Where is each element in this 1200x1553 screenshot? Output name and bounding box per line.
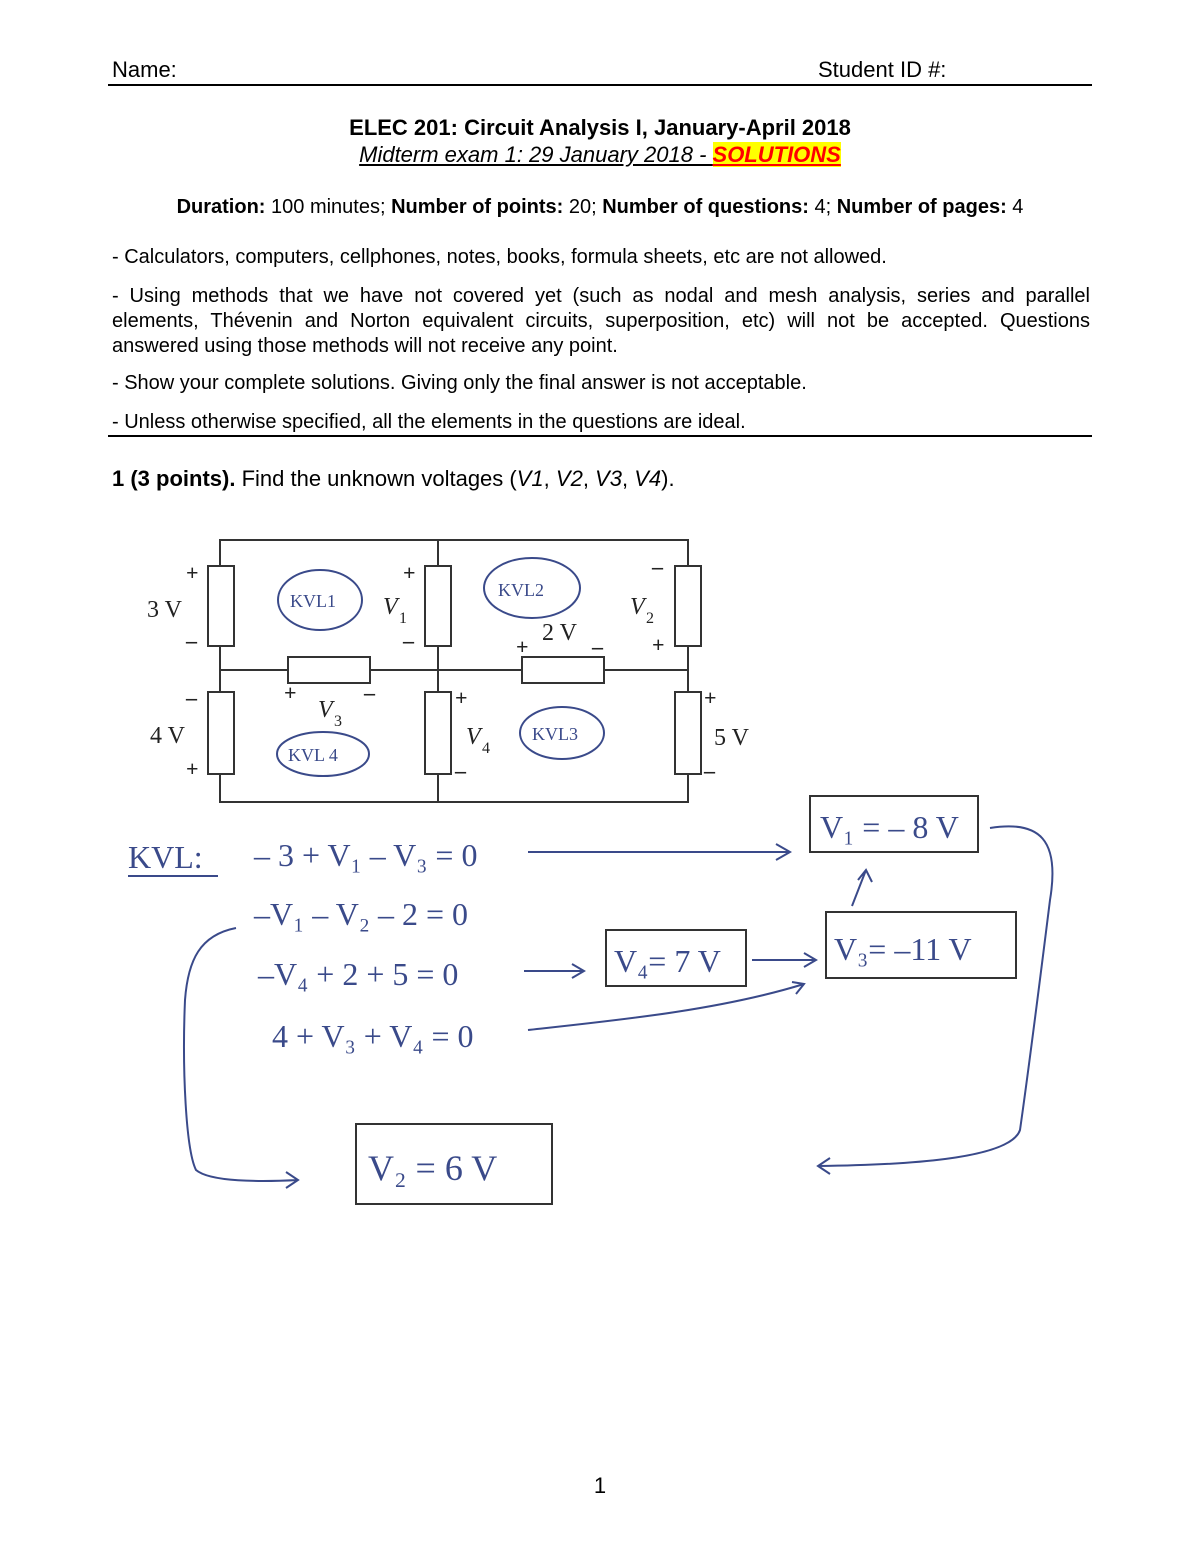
questions-value: 4;	[808, 196, 837, 218]
label-v1: V	[383, 594, 398, 620]
svg-text:–: –	[403, 628, 414, 653]
name-label: Name:	[112, 57, 177, 82]
solutions-badge: SOLUTIONS	[712, 142, 841, 167]
pages-label: Number of pages:	[836, 196, 1007, 218]
label-v4: V	[466, 724, 481, 750]
equation-3: –V₄ + 2 + 5 = 0	[258, 956, 459, 992]
svg-text:–: –	[186, 628, 197, 653]
element-v4	[425, 692, 451, 774]
handwritten-solution	[128, 796, 1016, 1204]
label-v3: V	[318, 697, 333, 723]
duration-label: Duration:	[176, 196, 266, 218]
svg-text:–: –	[455, 758, 466, 783]
answer-v3: V₃= –11 V	[834, 931, 972, 967]
q-v3: V3	[595, 466, 622, 491]
q-v1: V1	[516, 466, 544, 491]
svg-text:–: –	[652, 554, 663, 579]
label-3v: 3 V	[147, 597, 182, 623]
kvl4-label: KVL 4	[288, 745, 338, 765]
element-4v	[208, 692, 234, 774]
subtitle-text: Midterm exam 1: 29 January 2018 -	[359, 142, 713, 167]
question-1: 1 (3 points). Find the unknown voltages (V1, V2, V3, V4).	[112, 466, 675, 491]
rule-2: - Using methods that we have not covered yet (such as nodal and mesh analysis, series and parallel elements, Thévenin and Norton equivalent circuits, superposition, etc) will not be accepted. Questions answered using those methods will not receive any point.	[112, 285, 1090, 357]
question-1-label: 1 (3 points).	[112, 466, 236, 491]
svg-text:–: –	[592, 634, 603, 659]
q-v4: V4	[634, 466, 662, 491]
element-3v	[208, 566, 234, 646]
label-v3-sub: 3	[334, 713, 342, 730]
label-v1-sub: 1	[399, 610, 407, 627]
kvl1-label: KVL1	[290, 591, 336, 611]
element-v2	[675, 566, 701, 646]
kvl3-label: KVL3	[532, 724, 578, 744]
solution-arrows	[184, 826, 1052, 1188]
element-v3	[288, 657, 370, 683]
pages-value: 4	[1006, 196, 1024, 218]
svg-text:–: –	[364, 680, 375, 705]
svg-text:+: +	[284, 680, 297, 705]
label-v2-sub: 2	[646, 610, 654, 627]
svg-text:+: +	[186, 560, 199, 585]
element-2v	[522, 657, 604, 683]
label-4v: 4 V	[150, 723, 185, 749]
equation-1: – 3 + V₁ – V₃ = 0	[254, 837, 478, 873]
element-v1	[425, 566, 451, 646]
label-v4-sub: 4	[482, 740, 490, 757]
points-label: Number of points:	[391, 196, 564, 218]
question-1-text: Find the unknown voltages (	[235, 466, 517, 491]
points-value: 20;	[563, 196, 603, 218]
svg-text:+: +	[186, 756, 199, 781]
page-number: 1	[593, 1473, 607, 1498]
answer-v2: V₂ = 6 V	[368, 1148, 498, 1188]
exam-title: ELEC 201: Circuit Analysis I, January-April 2018	[349, 115, 851, 140]
rule-1: - Calculators, computers, cellphones, notes, books, formula sheets, etc are not allowed.	[112, 246, 887, 268]
answer-v1: V₁ = – 8 V	[820, 809, 959, 845]
rule-3: - Show your complete solutions. Giving only the final answer is not acceptable.	[112, 372, 807, 394]
rule-4: - Unless otherwise specified, all the elements in the questions are ideal.	[112, 411, 746, 433]
kvl-heading: KVL:	[128, 839, 203, 875]
element-5v	[675, 692, 701, 774]
svg-text:+: +	[455, 685, 468, 710]
questions-label: Number of questions:	[602, 196, 809, 218]
question-1-text-end: ).	[661, 466, 675, 491]
equation-2: –V₁ – V₂ – 2 = 0	[254, 896, 468, 932]
kvl2-label: KVL2	[498, 580, 544, 600]
svg-text:–: –	[704, 758, 715, 783]
svg-text:–: –	[186, 685, 197, 710]
svg-text:+: +	[403, 560, 416, 585]
label-2v: 2 V	[542, 620, 577, 646]
svg-text:+: +	[704, 685, 717, 710]
label-5v: 5 V	[714, 725, 749, 751]
svg-text:+: +	[516, 634, 529, 659]
student-id-label: Student ID #:	[818, 57, 947, 82]
q-v2: V2	[555, 466, 583, 491]
svg-text:+: +	[652, 632, 665, 657]
duration-value: 100 minutes;	[265, 196, 392, 218]
equation-4: 4 + V₃ + V₄ = 0	[272, 1018, 474, 1054]
label-v2: V	[630, 594, 645, 620]
answer-v4: V₄= 7 V	[614, 943, 721, 979]
